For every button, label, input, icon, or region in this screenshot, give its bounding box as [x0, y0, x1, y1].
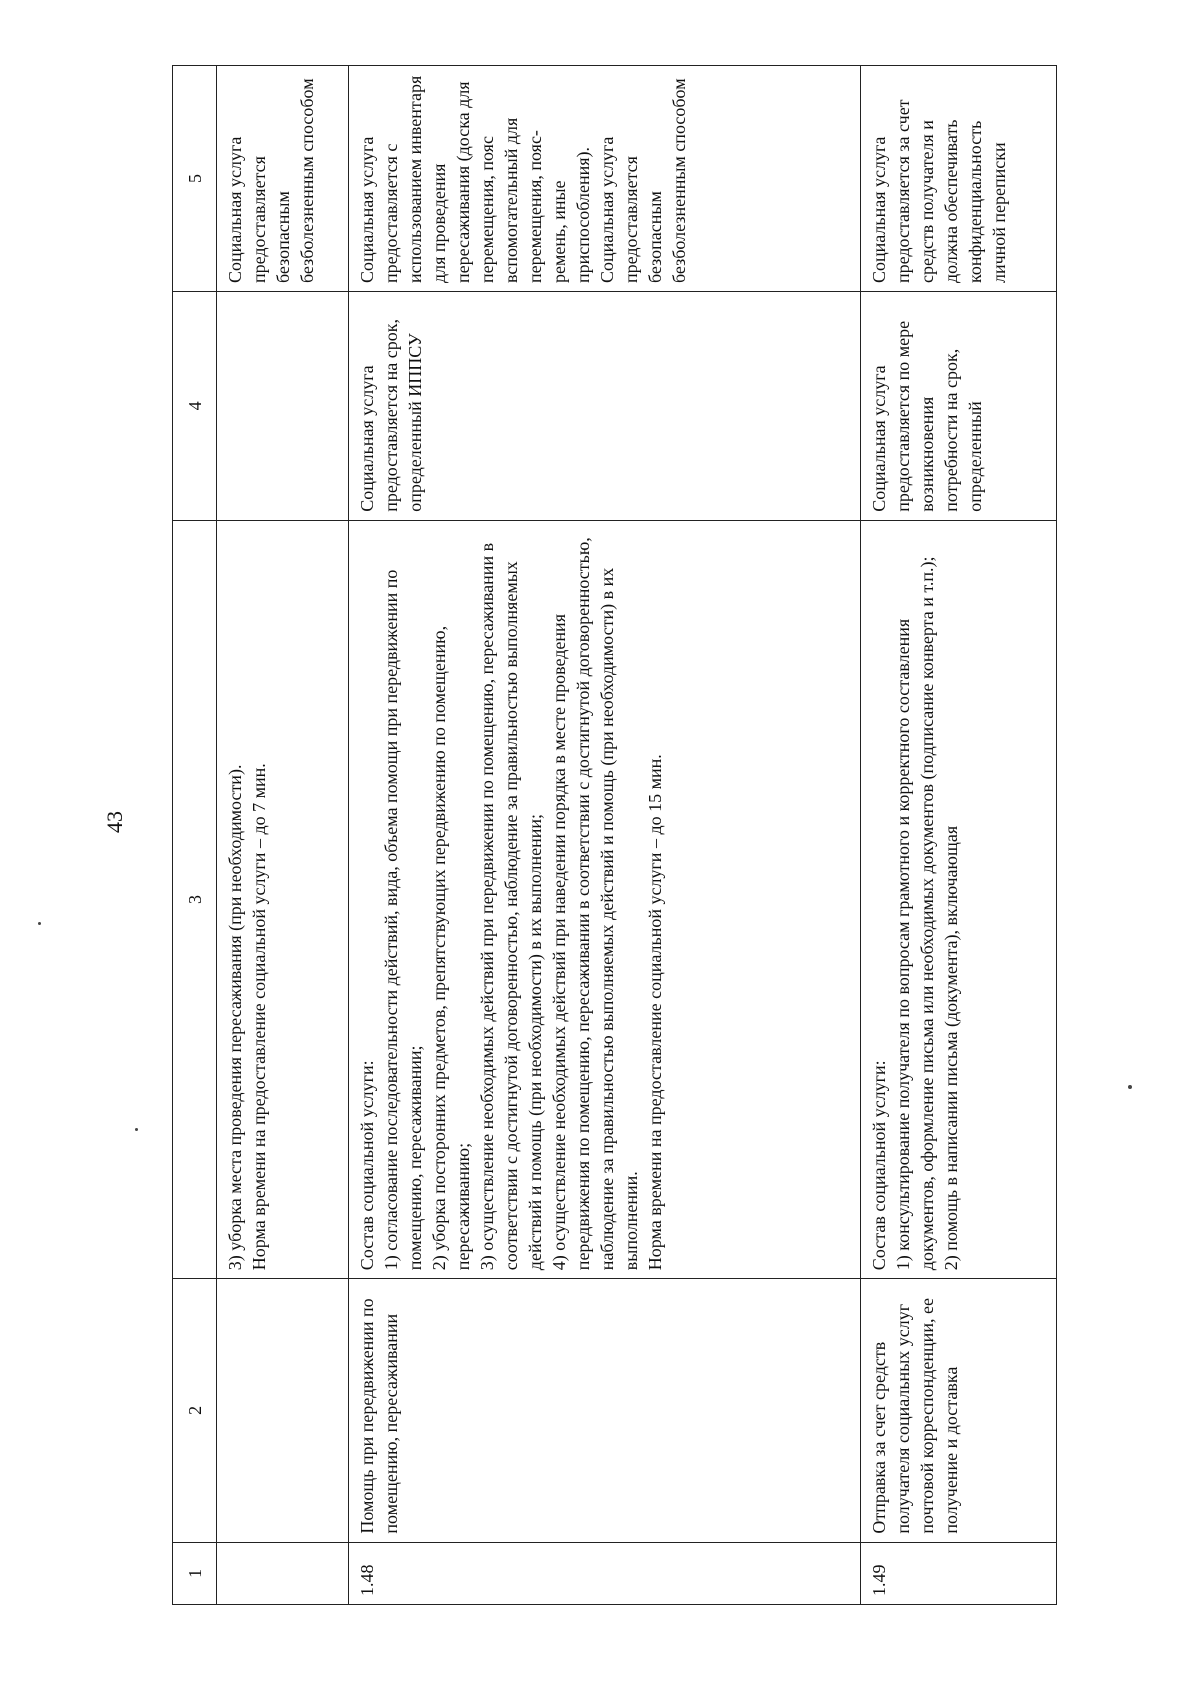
- scan-speck: [38, 922, 41, 925]
- composition-line: 2) уборка посторонних предметов, препятствующих передвижению по помещению, пересаживанию;: [429, 625, 474, 1271]
- service-name-cell: Помощь при передвижении по помещению, пересаживании: [349, 1279, 861, 1542]
- table-row: [349, 66, 861, 1605]
- page-number: 43: [102, 811, 127, 833]
- composition-cell: [217, 520, 349, 1278]
- header-col-1: 1: [173, 1542, 217, 1604]
- services-table: [172, 65, 1057, 1605]
- term-cell: [217, 292, 349, 521]
- composition-line: 3) осуществление необходимых действий при передвижении по помещению, пересаживании в соответствии с достигнутой договоренностью, наблюдение за правильностью выполняемых действий и помощь (при необходимости) в их выполнении;: [477, 542, 546, 1271]
- header-col-3: 3: [173, 520, 217, 1278]
- scan-speck: [1128, 1085, 1132, 1089]
- service-name-cell: [217, 1279, 349, 1542]
- scan-speck: [135, 1128, 138, 1131]
- header-col-4: 4: [173, 292, 217, 521]
- composition-cell: [861, 520, 1057, 1278]
- header-col-2: 2: [173, 1279, 217, 1542]
- composition-line: Состав социальной услуги:: [869, 1060, 890, 1271]
- composition-cell: [349, 520, 861, 1278]
- conditions-cell: Социальная услуга предоставляется за счет средств получателя и должна обеспечивать конфиденциальность личной переписки: [861, 66, 1057, 292]
- composition-line: Норма времени на предоставление социальной услуги – до 15 мин.: [645, 754, 666, 1271]
- term-cell: Социальная услуга предоставляется по мере возникновения потребности на срок, определенный: [861, 292, 1057, 521]
- table-row: [861, 66, 1057, 1605]
- composition-line: Норма времени на предоставление социальной услуги – до 7 мин.: [249, 763, 269, 1271]
- composition-line: 4) осуществление необходимых действий при наведении порядка в месте проведения передвижения по помещению, пересаживании в соответствии с достигнутой договоренностью, наблюдение за правильностью выполняемых действий и помощь (при необходимости) в их выполнении.: [549, 537, 642, 1271]
- term-cell: Социальная услуга предоставляется на срок, определенный ИППСУ: [349, 292, 861, 521]
- row-number-cell: 1.49: [861, 1542, 1057, 1604]
- composition-line: 1) консультирование получателя по вопросам грамотного и корректного составления документов, оформление письма или необходимых документов (подписание конверта и т.п.);: [893, 556, 938, 1271]
- table-row-continuation: [217, 66, 349, 1605]
- conditions-cell: Социальная услуга предоставляется с использованием инвентаря для проведения пересаживания (доска для перемещения, пояс вспомогательный для перемещения, пояс-ремень, иные приспособления). Социальная услуга предоставляется безопасным безболезненным способом: [349, 66, 861, 292]
- composition-line: 1) согласование последовательности действий, вида, объема помощи при передвижении по помещению, пересаживании;: [381, 569, 426, 1271]
- table-header-row: [173, 66, 217, 1605]
- row-number-cell: [217, 1542, 349, 1604]
- composition-line: 2) помощь в написании письма (документа), включающая: [941, 825, 962, 1271]
- row-number-cell: 1.48: [349, 1542, 861, 1604]
- header-col-5: 5: [173, 66, 217, 292]
- service-name-cell: Отправка за счет средств получателя социальных услуг почтовой корреспонденции, ее получение и доставка: [861, 1279, 1057, 1542]
- conditions-cell: Социальная услуга предоставляется безопасным безболезненным способом: [217, 66, 349, 292]
- composition-line: 3) уборка места проведения пересаживания (при необходимости).: [225, 764, 245, 1271]
- composition-line: Состав социальной услуги:: [357, 1060, 378, 1271]
